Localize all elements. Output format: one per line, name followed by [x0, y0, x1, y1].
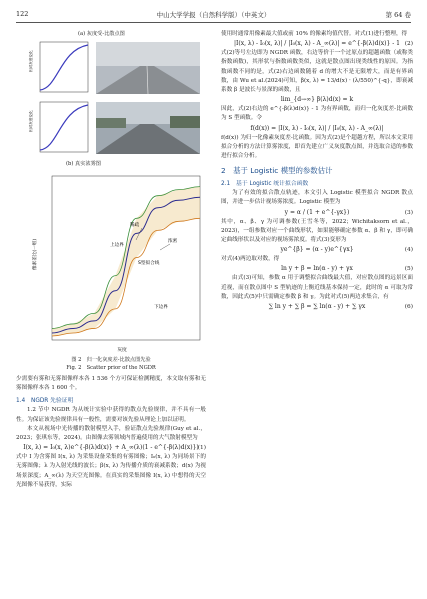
label-lower: 下边界 [154, 305, 168, 310]
left-column [16, 30, 206, 490]
left-p3: 本文从视场中光传播的散射模型入手，验证散点先验规律(Guy et al.，2023；张琪东等，2024)。由图像去雾领域内普遍使用的大气散射模型为 [16, 425, 206, 442]
figure-caption-en: Fig. 2 Scatter prior of the NGDR [66, 365, 156, 371]
equation-2-number: (2) [404, 41, 413, 48]
equation-2 [221, 39, 413, 49]
chart-xlabel: 灰度 [117, 348, 127, 353]
right-p1: 使用时通常用像素最大值或前 10% 的像素均值代替。对式(1)进行整理，得 [221, 31, 408, 37]
section-2-1-heading: 2.1 基于 Logistic 统计拟合函数 [221, 181, 309, 188]
volume-label: 第 64 卷 [385, 11, 411, 19]
right-p8: 由式(3)可知，参数 α 用于调整拟合曲线最大值，对应散点图的远景区面近视，而在散点图中 S 型轨迹的上衡近线基本保持一定，此时的 α 可取为常数，因此式(5)中只需确定参数 β 和 γ。为此对式(5)两边求集合，有 [221, 275, 413, 300]
equation-8 [221, 302, 413, 312]
right-p5: 为了有效的拟合散点轨迹，本文引入 Logistic 模型拟合 NGDR 散点图，并进一步估计视场雾浓度。Logistic 模型为 [221, 190, 413, 206]
figure-2 [16, 30, 206, 374]
equation-5-number: (3) [404, 209, 413, 216]
page-header [16, 10, 411, 22]
chart-ylabel: 像素差比(一组) [33, 238, 38, 270]
panel-a-label: (a) 灰度受-比散点图 [78, 31, 125, 37]
equation-7-body: ln y + β = ln(α - y) + γx [281, 265, 353, 273]
section-2-heading: 2 基于 Logistic 模型的参数估计 [221, 166, 333, 176]
label-fog: 浓密 [168, 239, 178, 244]
label-sparse: 稀疏 [130, 223, 140, 228]
equation-8-body: ∑ ln y + ∑ β = ∑ ln(α - y) + ∑ γx [268, 303, 366, 311]
equation-7 [221, 264, 413, 274]
left-p1: 少需要有雾和无雾图像样本各 1 536 个方可保证检测精度，本文取有雾和无雾图像样本各 1 600 个。 [16, 376, 206, 392]
right-p7: 对式(4)两边取对数，得 [221, 256, 280, 263]
left-p2: 1.2 节中 NGDR 为从统计实验中获得的散点先验规律，并不具有一般性。为保证该先验规律具有一般性，需要对该先验从理论上加以证明。 [16, 407, 206, 423]
figure-caption-cn: 图 2 归一化灰度差-比散点图先验 [71, 357, 151, 363]
ngdr-chart [30, 170, 206, 356]
panel-a-graphics [30, 40, 206, 158]
equation-1-body: I(x, λ) = I₀(x, λ)e^{-β(λ)d(x)} + A_∞(λ)(1 - e^{-β(λ)d(x)}) [23, 444, 199, 452]
equation-1-number: (1) [197, 445, 206, 452]
panel-b-label: (b) 真实浓雾图 [66, 161, 101, 167]
journal-title: 中山大学学报（自然科学版）（中英文） [156, 11, 271, 19]
equation-7-number: (5) [404, 266, 413, 273]
equation-3: lim_{d→∞} β(λ)d(x) = k [280, 96, 354, 104]
equation-8-number: (6) [404, 304, 413, 311]
right-p2: 式(2)等号左边即为 NGDR 函数，右边等价于一个过原点的超越函数（或称类指数函数)，其形状与指数函数类似，这就是散点图出现类线性的原因。为指数函数不同的是，式(2)右边函数随着 d 的增大不是无限增大，而是有界函数，由 Wu et al.(2024)可知，β(x, λ) = 13/d(x) · (λ/550)^{-q}，即衰减系数 β 是波长与景深的函数，且 [221, 50, 413, 94]
right-p6: 其中，α、β、γ 为可调参数(王雪冬等，2022；Wichitaksorn et al.，2023)，一组参数对应一个曲线形状，如果能够确定参数 α、β 和 γ，即可确定曲线形状以及对应的视场雾浓度。将式(3)变形为 [221, 218, 413, 244]
equation-5 [221, 208, 413, 218]
section-1-4: 1.4 NGDR 先验证明 [16, 398, 74, 405]
equation-1 [16, 443, 206, 453]
equation-5-body: y = α / (1 + e^{-γx}) [284, 208, 350, 216]
header-rule [16, 22, 411, 23]
right-column [221, 30, 413, 312]
label-upper: 上边界 [110, 243, 124, 248]
equation-6-number: (4) [404, 247, 413, 254]
panel-a-axis-bottom: 相对灰度变化 [29, 110, 33, 132]
equation-6-body: ye^{β} = (α - y)e^{γx} [280, 246, 354, 254]
label-sfit: S型拟合线 [138, 261, 160, 266]
right-p4: f(d(x)) 为归一化像素灰度差-比函数。因为式(2)是个超越方程，所以本文采用拟合分析的方法计算雾浓度，即首先建立广义灰度散点图，并选取合适的参数进行拟合分析。 [221, 134, 413, 160]
panel-a-axis-top: 相对灰度变化 [29, 50, 33, 72]
equation-4: f(d(x)) = |I(x, λ) - I₀(x, λ)| / |I₀(x, λ) - A_∞(λ)| [250, 124, 384, 132]
equation-6 [221, 245, 413, 255]
equation-2-body: |I(x, λ) - I₀(x, λ)| / |I₀(x, λ) - A_∞(λ)| = e^{-β(λ)d(x)} - 1 [234, 40, 400, 48]
right-p3: 因此，式(2)右边的 e^{-β(λ)d(x)} - 1 为有界函数，而归一化灰度差-比函数为 S 型函数。令 [221, 106, 413, 122]
page-number: 122 [16, 10, 29, 18]
left-p4: 式中 I 为含雾图 I(x, λ) 为采集设备采集的有雾图像；I₀(x, λ) 为同场景下的无雾图像；λ 为入射光线的波长；β(x, λ) 为传播介质的衰减系数；d(x) 为视场景深度；A_∞(λ) 为天空光图像。在真实的采集图像 I(x, λ) 中想得的天空光图像不易获得，实际 [16, 454, 206, 488]
